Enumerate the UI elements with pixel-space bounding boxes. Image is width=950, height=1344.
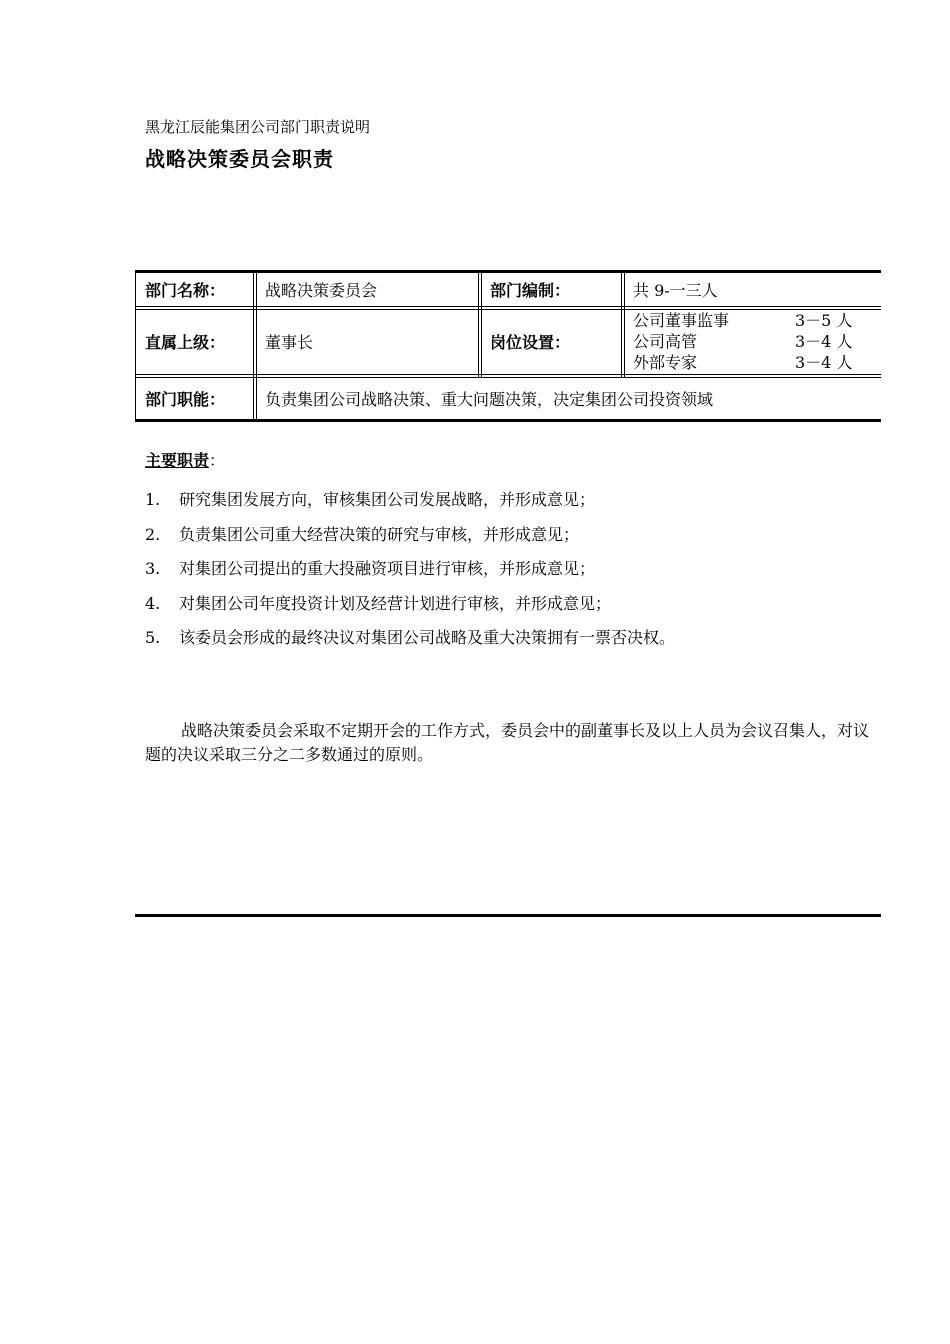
table-col-divider — [253, 270, 254, 422]
footer-rule — [135, 914, 881, 917]
dept-name-label: 部门名称： — [145, 281, 226, 300]
function-value: 负责集团公司战略决策、重大问题决策，决定集团公司投资领域 — [265, 390, 714, 409]
superior-value: 董事长 — [265, 333, 314, 352]
dept-name-value: 战略决策委员会 — [265, 281, 378, 300]
list-item — [145, 594, 675, 629]
list-item — [145, 525, 675, 560]
item-text: 研究集团发展方向，审核集团公司发展战略，并形成意见； — [179, 490, 596, 509]
table-top-border — [135, 270, 881, 273]
superior-label: 直属上级： — [145, 333, 226, 352]
position-count: 3－5 人 — [795, 311, 853, 330]
responsibilities-heading-colon: ： — [209, 451, 226, 470]
table-row-divider — [135, 309, 881, 310]
table-col-divider — [478, 270, 479, 377]
responsibilities-list — [145, 490, 675, 663]
table-row-divider — [135, 377, 881, 378]
table-row-divider — [135, 306, 881, 307]
table-row-divider — [135, 374, 881, 375]
responsibilities-heading-text: 主要职责 — [145, 451, 210, 470]
table-left-border — [135, 270, 136, 422]
list-item — [145, 628, 675, 663]
item-text: 对集团公司年度投资计划及经营计划进行审核，并形成意见； — [179, 593, 612, 613]
meeting-note-paragraph: 战略决策委员会采取不定期开会的工作方式，委员会中的副董事长及以上人员为会议召集人，对议题的决议采取三分之二多数通过的原则。 — [145, 721, 870, 764]
company-heading: 黑龙江辰能集团公司部门职责说明 — [145, 118, 371, 136]
headcount-value: 共 9-一三人 — [633, 281, 718, 300]
position-count: 3－4 人 — [795, 332, 853, 351]
table-col-divider — [621, 270, 622, 377]
item-text: 负责集团公司重大经营决策的研究与审核，并形成意见； — [179, 524, 580, 544]
position-name: 外部专家 — [633, 353, 698, 372]
table-col-divider — [624, 270, 625, 377]
page-title: 战略决策委员会职责 — [145, 147, 334, 171]
item-number: 3. — [145, 559, 161, 578]
position-name: 公司高管 — [633, 332, 698, 351]
positions-label: 岗位设置： — [490, 333, 571, 352]
item-number: 2. — [145, 524, 161, 544]
function-label: 部门职能： — [145, 390, 226, 409]
item-number: 1. — [145, 490, 161, 509]
position-name: 公司董事监事 — [633, 311, 730, 330]
headcount-label: 部门编制： — [490, 281, 571, 300]
responsibilities-heading — [145, 448, 225, 471]
item-number: 5. — [145, 628, 161, 647]
table-col-divider — [481, 270, 482, 377]
table-col-divider — [256, 270, 257, 422]
item-text: 该委员会形成的最终决议对集团公司战略及重大决策拥有一票否决权。 — [179, 628, 676, 647]
item-text: 对集团公司提出的重大投融资项目进行审核，并形成意见； — [179, 559, 596, 578]
item-number: 4. — [145, 593, 161, 613]
list-item — [145, 490, 675, 525]
list-item — [145, 559, 675, 594]
table-bottom-border — [135, 419, 881, 422]
position-count: 3－4 人 — [795, 353, 853, 372]
